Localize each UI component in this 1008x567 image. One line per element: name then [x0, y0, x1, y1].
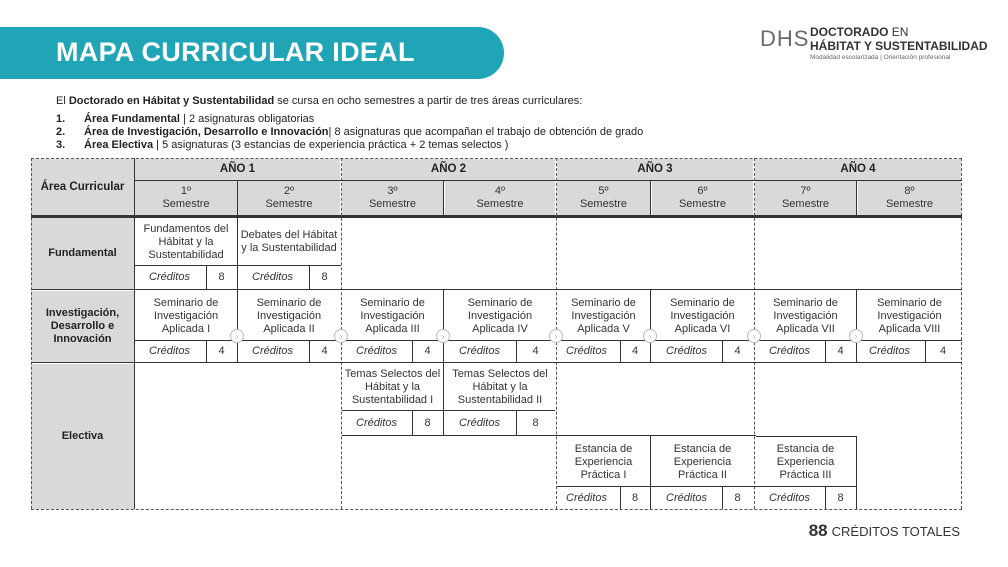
credits-value: 8: [218, 270, 225, 283]
divider: [342, 410, 555, 411]
course-estancia-3: Estancia de Experiencia Práctica III: [776, 442, 835, 481]
divider: [925, 340, 926, 362]
credits-label: Créditos: [459, 345, 500, 357]
list-item: 3. Área Electiva | 5 asignaturas (3 estancias de experiencia práctica + 2 temas selectos ): [56, 139, 509, 151]
list-item: 1. Área Fundamental | 2 asignaturas obligatorias: [56, 113, 315, 125]
credits-label: Créditos: [149, 270, 190, 283]
divider: [443, 363, 444, 436]
credits-label: Créditos: [149, 345, 190, 357]
areas-list: [56, 113, 643, 152]
credits-value: 4: [424, 345, 431, 357]
table-border-left: [31, 158, 32, 509]
course-seminario-6: Seminario de Investigación Aplicada VI: [670, 296, 735, 335]
credits-label: Créditos: [666, 492, 707, 504]
divider: [825, 340, 826, 362]
credits-label: Créditos: [566, 345, 607, 357]
semester-header-4: 4º Semestre: [445, 181, 555, 215]
divider: [443, 181, 444, 216]
course-seminario-7: Seminario de Investigación Aplicada VII: [773, 296, 838, 335]
year-header-1: AÑO 1: [135, 159, 340, 180]
divider: [620, 487, 621, 509]
divider: [620, 340, 621, 362]
divider: [856, 436, 857, 509]
area-column-header: Área Curricular: [31, 159, 134, 215]
divider: [309, 265, 310, 289]
divider: [412, 340, 413, 362]
semester-header-8: 8º Semestre: [858, 181, 961, 215]
arrow-right-icon: ›: [643, 329, 657, 343]
course-debates: Debates del Hábitat y la Sustentabilidad: [240, 229, 338, 254]
course-estancia-1: Estancia de Experiencia Práctica I: [574, 442, 633, 481]
divider: [516, 411, 517, 435]
credits-value: 8: [424, 417, 431, 429]
course-estancia-2: Estancia de Experiencia Práctica II: [673, 442, 732, 481]
course-seminario-5: Seminario de Investigación Aplicada V: [571, 296, 636, 335]
logo-mark: DHS: [760, 26, 810, 51]
credits-value: 4: [939, 345, 947, 357]
divider: [856, 290, 857, 362]
arrow-right-icon: ›: [436, 329, 450, 343]
area-investigacion: Investigación, Desarrollo e Innovación: [31, 291, 134, 362]
credits-label: Créditos: [459, 417, 500, 429]
credits-label: Créditos: [356, 417, 397, 429]
divider: [342, 435, 756, 436]
credits-label: Créditos: [252, 345, 293, 357]
credits-value: 4: [321, 345, 328, 357]
credits-label: Créditos: [666, 345, 707, 357]
credits-value: 8: [837, 492, 844, 504]
divider: [650, 290, 651, 362]
logo-line-3: Modalidad escolarizada | Orientación profesional: [810, 54, 951, 61]
divider: [756, 436, 857, 437]
credits-label: Créditos: [252, 270, 293, 283]
course-seminario-1: Seminario de Investigación Aplicada I: [153, 296, 219, 335]
area-fundamental: Fundamental: [31, 218, 134, 289]
arrow-right-icon: ›: [230, 329, 244, 343]
divider: [237, 290, 238, 362]
semester-header-6: 6º Semestre: [652, 181, 753, 215]
divider: [135, 340, 962, 341]
year-header-3: AÑO 3: [557, 159, 753, 180]
semester-header-1: 1º Semestre: [135, 181, 237, 215]
header-rule: [31, 215, 962, 218]
credits-value: 8: [321, 270, 328, 283]
intro-text: El Doctorado en Hábitat y Sustentabilidad se cursa en ocho semestres a partir de tres áreas curriculares:: [56, 95, 583, 107]
divider: [443, 290, 444, 362]
divider: [237, 181, 238, 216]
semester-header-3: 3º Semestre: [342, 181, 443, 215]
divider: [722, 487, 723, 509]
course-temas-selectos-1: Temas Selectos del Hábitat y la Sustentabilidad I: [344, 368, 441, 406]
page-title: MAPA CURRICULAR IDEAL: [56, 37, 415, 67]
credits-label: Créditos: [769, 492, 810, 504]
divider: [650, 181, 651, 216]
year-header-2: AÑO 2: [342, 159, 555, 180]
area-electiva: Electiva: [31, 364, 134, 509]
course-seminario-3: Seminario de Investigación Aplicada III: [360, 296, 425, 335]
divider: [134, 218, 135, 509]
divider: [135, 265, 341, 266]
row-separator: [31, 362, 962, 363]
credits-value: 4: [734, 345, 741, 357]
arrow-right-icon: ›: [849, 329, 863, 343]
divider: [134, 180, 962, 181]
credits-label: Créditos: [869, 345, 910, 357]
semester-header-2: 2º Semestre: [238, 181, 340, 215]
credits-value: 4: [218, 345, 225, 357]
table-border-top: [31, 158, 962, 159]
course-seminario-4: Seminario de Investigación Aplicada IV: [467, 296, 533, 335]
divider: [650, 436, 651, 509]
course-seminario-8: Seminario de Investigación Aplicada VIII: [877, 296, 942, 335]
divider: [856, 181, 857, 216]
credits-value: 4: [631, 345, 639, 357]
arrow-right-icon: ›: [549, 329, 563, 343]
credits-value: 8: [734, 492, 741, 504]
credits-label: Créditos: [566, 492, 607, 504]
divider: [134, 158, 135, 216]
divider: [237, 218, 238, 289]
credits-value: 8: [631, 492, 639, 504]
divider: [557, 486, 856, 487]
course-seminario-2: Seminario de Investigación Aplicada II: [256, 296, 322, 335]
list-item: 2. Área de Investigación, Desarrollo e Innovación| 8 asignaturas que acompañan el trabajo de obtención de grado: [56, 126, 644, 138]
divider: [412, 411, 413, 435]
year-header-4: AÑO 4: [755, 159, 961, 180]
divider: [722, 340, 723, 362]
divider: [206, 340, 207, 362]
credits-label: Créditos: [356, 345, 397, 357]
table-border-right: [961, 158, 962, 509]
divider: [309, 340, 310, 362]
divider: [825, 487, 826, 509]
course-temas-selectos-2: Temas Selectos del Hábitat y la Sustentabilidad II: [452, 368, 548, 406]
arrow-right-icon: ›: [334, 329, 348, 343]
row-separator: [31, 289, 962, 290]
course-fundamentos: Fundamentos del Hábitat y la Sustentabilidad: [143, 222, 229, 261]
semester-header-7: 7º Semestre: [755, 181, 856, 215]
table-border-bottom: [31, 509, 962, 510]
total-credits: 88 CRÉDITOS TOTALES: [808, 521, 960, 540]
logo-line-1: DOCTORADO EN: [810, 25, 909, 39]
credits-label: Créditos: [769, 345, 810, 357]
arrow-right-icon: ›: [747, 329, 761, 343]
semester-header-5: 5º Semestre: [557, 181, 650, 215]
program-logo: [760, 24, 1000, 64]
divider: [206, 265, 207, 289]
credits-value: 4: [532, 345, 539, 357]
divider: [516, 340, 517, 362]
credits-value: 8: [532, 417, 539, 429]
credits-value: 4: [837, 345, 844, 357]
logo-line-2: HÁBITAT Y SUSTENTABILIDAD: [810, 39, 988, 53]
